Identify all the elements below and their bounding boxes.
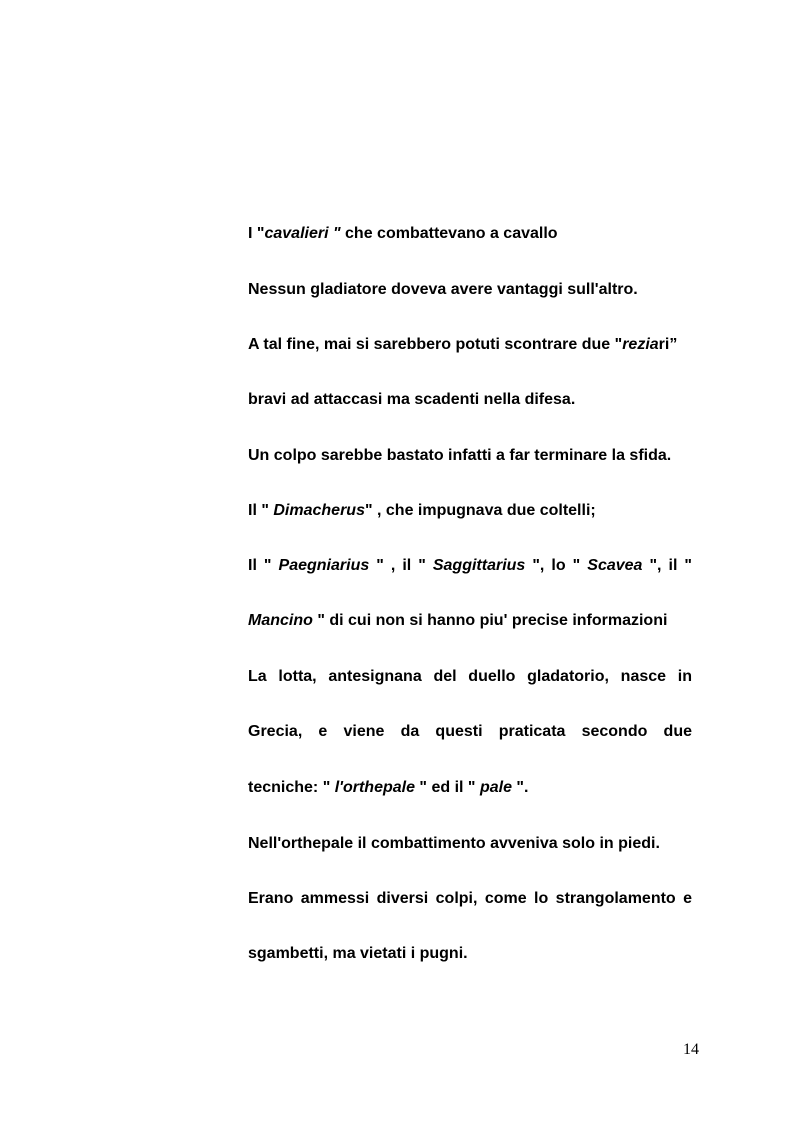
text-line-6: Il " Dimacherus" , che impugnava due coltelli; xyxy=(248,502,596,519)
text-line-12: Nell'orthepale il combattimento avveniva solo in piedi. xyxy=(248,835,660,852)
text-line-2: Nessun gladiatore doveva avere vantaggi sull'altro. xyxy=(248,281,638,298)
text-line-7: Il " Paegniarius " , il " Saggittarius ", lo " Scavea ", il " xyxy=(248,557,693,574)
text-line-13: Erano ammessi diversi colpi, come lo strangolamento e xyxy=(248,890,692,907)
text-line-9: La lotta, antesignana del duello gladatorio, nasce in xyxy=(248,668,692,685)
text-line-10: Grecia, e viene da questi praticata secondo due xyxy=(248,723,692,740)
text-line-5: Un colpo sarebbe bastato infatti a far terminare la sfida. xyxy=(248,447,672,464)
text-line-11: tecniche: " l'orthepale " ed il " pale ". xyxy=(248,779,529,796)
text-line-14: sgambetti, ma vietati i pugni. xyxy=(248,945,468,962)
text-line-4: bravi ad attaccasi ma scadenti nella difesa. xyxy=(248,391,576,408)
text-line-1: I "cavalieri " che combattevano a cavallo xyxy=(248,225,558,242)
text-line-8: Mancino " di cui non si hanno piu' precise informazioni xyxy=(248,612,668,629)
page-number: 14 xyxy=(683,1041,699,1058)
text-line-3: A tal fine, mai si sarebbero potuti scontrare due "reziari” xyxy=(248,336,678,353)
